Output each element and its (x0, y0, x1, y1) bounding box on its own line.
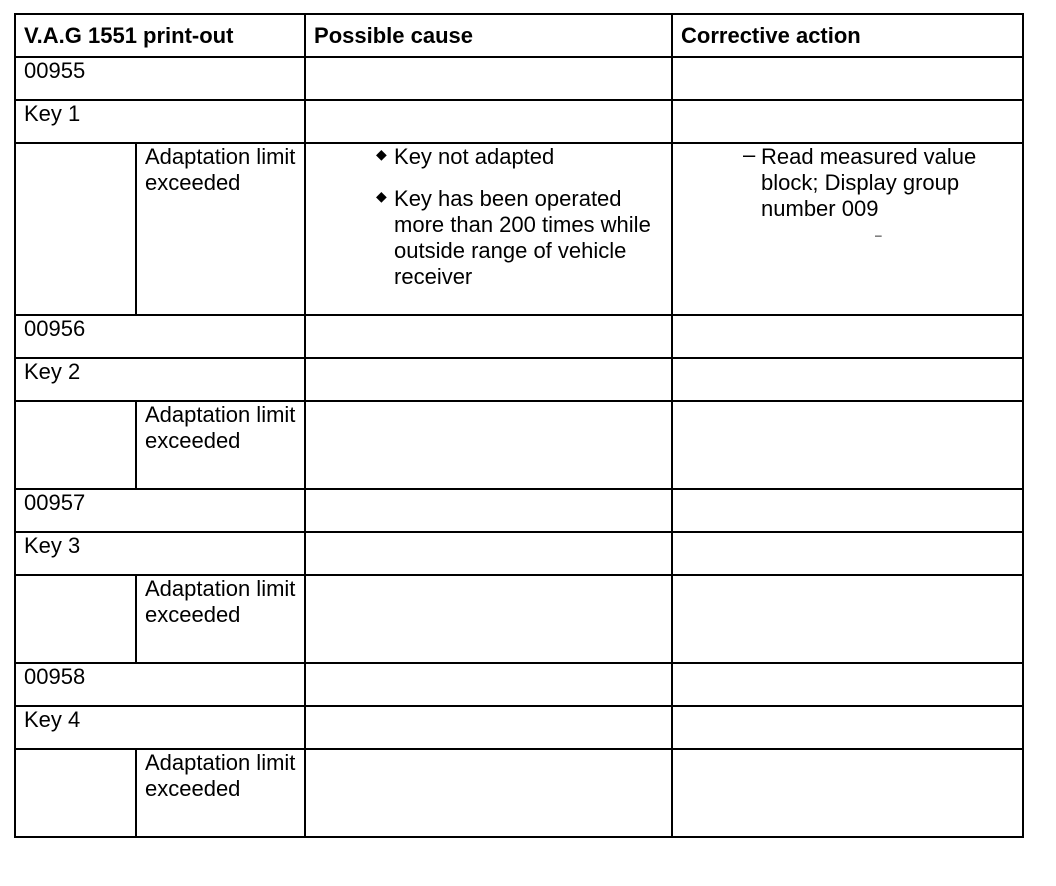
cause-cell (305, 358, 672, 401)
action-text: Read measured value block; Display group number 009 (761, 144, 977, 221)
table-row (15, 532, 1023, 575)
table-row (15, 315, 1023, 358)
cause-cell (305, 143, 672, 315)
fault-code: 00957 (15, 489, 305, 532)
fault-detail-text: Adaptation limit exceeded (145, 144, 296, 195)
cause-cell (305, 706, 672, 749)
fault-detail (136, 575, 305, 663)
dash-icon: – (875, 228, 882, 242)
cause-cell (305, 532, 672, 575)
action-cell (672, 401, 1023, 489)
dash-icon: – (743, 143, 756, 167)
table-row (15, 706, 1023, 749)
table-row (15, 575, 1023, 663)
cause-cell (305, 489, 672, 532)
list-item (376, 186, 663, 290)
action-cell (672, 57, 1023, 100)
cause-list (314, 144, 663, 290)
header-row (15, 14, 1023, 57)
action-cell (672, 100, 1023, 143)
indent-cell (15, 401, 136, 489)
action-cell (672, 749, 1023, 837)
action-cell (672, 143, 1023, 315)
table-row (15, 358, 1023, 401)
key-label: Key 2 (15, 358, 305, 401)
list-item (743, 143, 1014, 222)
header-printout: V.A.G 1551 print-out (15, 14, 305, 57)
cause-cell (305, 749, 672, 837)
table-row (15, 100, 1023, 143)
key-label: Key 1 (15, 100, 305, 143)
action-cell (672, 706, 1023, 749)
cause-cell (305, 575, 672, 663)
action-cell (672, 315, 1023, 358)
action-cell (672, 575, 1023, 663)
cause-cell (305, 100, 672, 143)
fault-detail (136, 401, 305, 489)
header-possible-cause: Possible cause (305, 14, 672, 57)
fault-detail-text: Adaptation limit exceeded (145, 750, 296, 801)
cause-cell (305, 663, 672, 706)
cause-text: Key has been operated more than 200 times while outside range of vehicle receiver (394, 186, 651, 289)
cause-cell (305, 57, 672, 100)
fault-table (14, 13, 1024, 838)
cause-cell (305, 315, 672, 358)
bullet-icon: ◆ (376, 146, 387, 162)
table-row (15, 57, 1023, 100)
fault-code: 00958 (15, 663, 305, 706)
table-row (15, 489, 1023, 532)
action-list (681, 144, 1014, 222)
fault-detail (136, 749, 305, 837)
table-row (15, 143, 1023, 315)
list-item (376, 144, 663, 170)
indent-cell (15, 143, 136, 315)
table-row (15, 401, 1023, 489)
fault-detail-text: Adaptation limit exceeded (145, 576, 296, 627)
header-corrective-action: Corrective action (672, 14, 1023, 57)
action-cell (672, 532, 1023, 575)
action-cell (672, 358, 1023, 401)
indent-cell (15, 749, 136, 837)
key-label: Key 3 (15, 532, 305, 575)
fault-detail (136, 143, 305, 315)
cause-text: Key not adapted (394, 144, 555, 169)
key-label: Key 4 (15, 706, 305, 749)
action-cell (672, 489, 1023, 532)
cause-cell (305, 401, 672, 489)
action-cell (672, 663, 1023, 706)
fault-detail-text: Adaptation limit exceeded (145, 402, 296, 453)
bullet-icon: ◆ (376, 188, 387, 204)
fault-code: 00955 (15, 57, 305, 100)
fault-code: 00956 (15, 315, 305, 358)
table-row (15, 749, 1023, 837)
table-row (15, 663, 1023, 706)
indent-cell (15, 575, 136, 663)
